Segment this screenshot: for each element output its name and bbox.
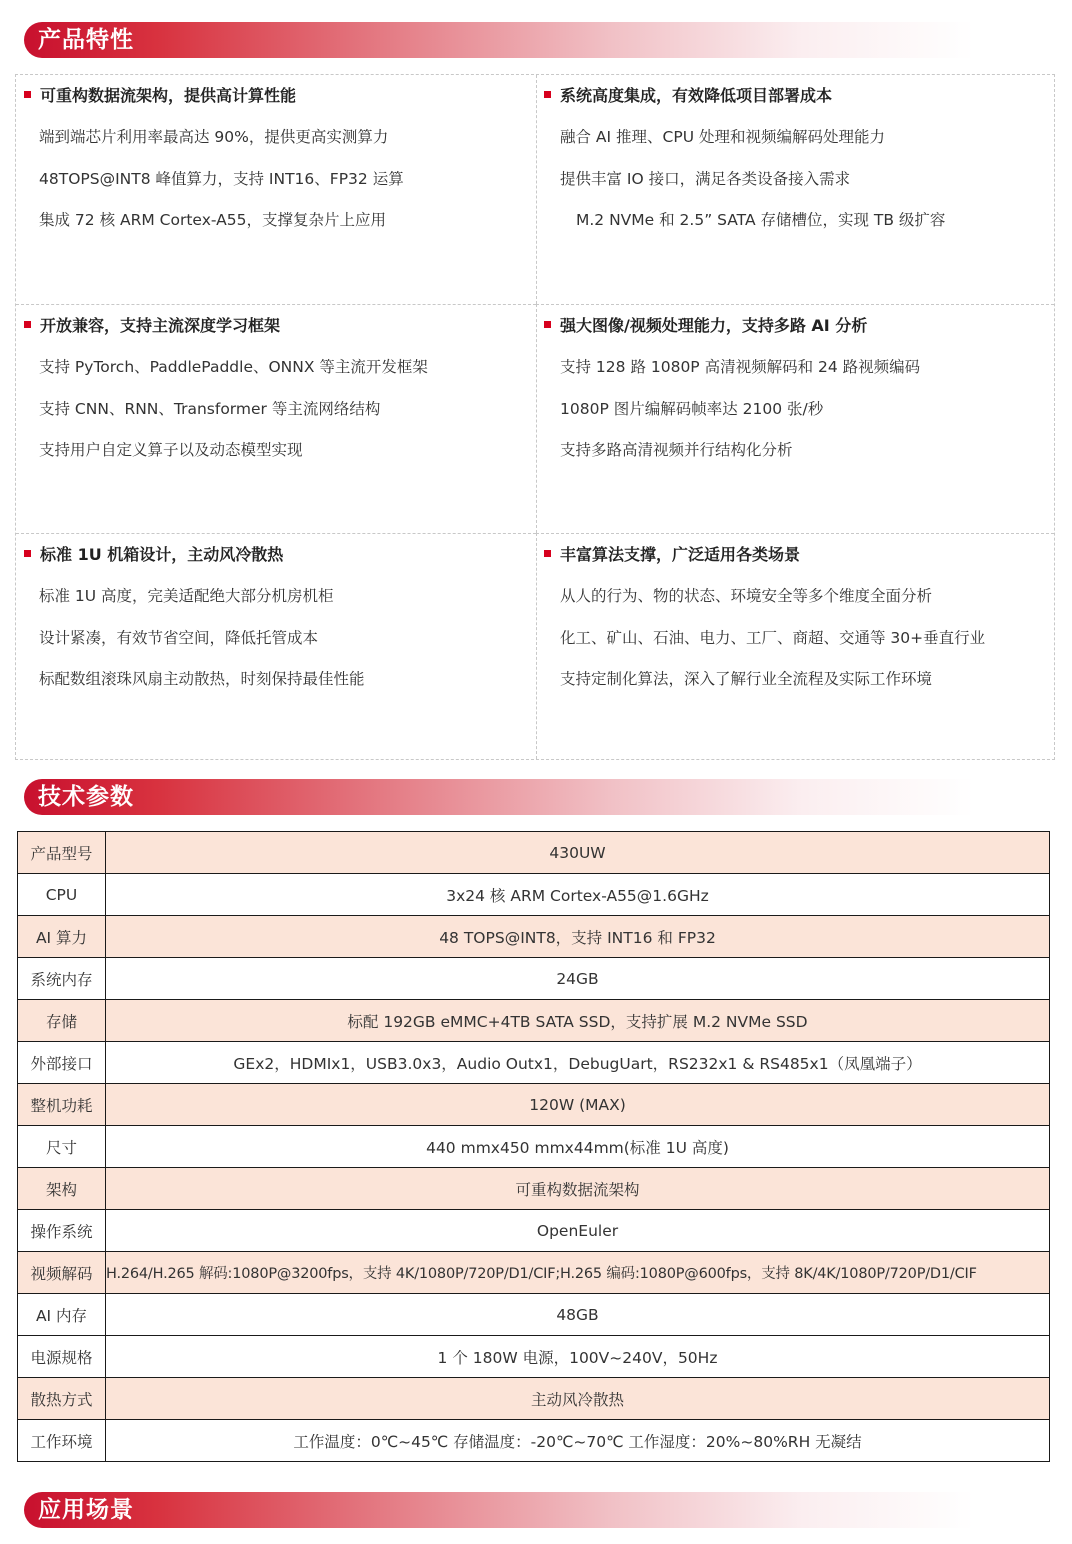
feature-line: 1080P 图片编解码帧率达 2100 张/秒: [560, 400, 824, 418]
feature-line: 融合 AI 推理、CPU 处理和视频编解码处理能力: [560, 128, 885, 146]
spec-value: 48 TOPS@INT8，支持 INT16 和 FP32: [106, 916, 1050, 958]
feature-line: 标准 1U 高度，完美适配绝大部分机房机柜: [39, 587, 334, 605]
table-row: [18, 874, 1050, 916]
spec-key: 操作系统: [18, 1210, 106, 1252]
spec-key: 尺寸: [18, 1126, 106, 1168]
spec-value: 标配 192GB eMMC+4TB SATA SSD，支持扩展 M.2 NVMe SSD: [106, 1000, 1050, 1042]
spec-key: 视频解码: [18, 1252, 106, 1294]
spec-key: 整机功耗: [18, 1084, 106, 1126]
spec-key: 产品型号: [18, 832, 106, 874]
feature-card: [536, 533, 1054, 759]
square-bullet-icon: [24, 550, 31, 557]
table-row: [18, 1336, 1050, 1378]
spec-value: 48GB: [106, 1294, 1050, 1336]
feature-line: 提供丰富 IO 接口，满足各类设备接入需求: [560, 170, 851, 188]
table-row: [18, 1420, 1050, 1462]
spec-value: 主动风冷散热: [106, 1378, 1050, 1420]
feature-line: 集成 72 核 ARM Cortex-A55，支撑复杂片上应用: [39, 211, 386, 229]
spec-value: 可重构数据流架构: [106, 1168, 1050, 1210]
feature-title: 标准 1U 机箱设计，主动风冷散热: [24, 544, 283, 566]
feature-line: 支持 128 路 1080P 高清视频解码和 24 路视频编码: [560, 358, 921, 376]
spec-value: 430UW: [106, 832, 1050, 874]
feature-card: [16, 304, 536, 533]
feature-line: 支持 PyTorch、PaddlePaddle、ONNX 等主流开发框架: [39, 358, 428, 376]
table-row: [18, 832, 1050, 874]
feature-line: 支持多路高清视频并行结构化分析: [560, 441, 793, 459]
apps-section-header: [24, 1492, 974, 1528]
spec-key: 散热方式: [18, 1378, 106, 1420]
table-row: [18, 1084, 1050, 1126]
feature-line: 设计紧凑，有效节省空间，降低托管成本: [39, 629, 319, 647]
feature-line: 从人的行为、物的状态、环境安全等多个维度全面分析: [560, 587, 933, 605]
feature-line: 48TOPS@INT8 峰值算力，支持 INT16、FP32 运算: [39, 170, 404, 188]
feature-title: 可重构数据流架构，提供高计算性能: [24, 85, 296, 107]
square-bullet-icon: [24, 91, 31, 98]
square-bullet-icon: [544, 91, 551, 98]
table-row: [18, 1210, 1050, 1252]
table-row: [18, 1000, 1050, 1042]
apps-section-title: 应用场景: [38, 1497, 134, 1523]
specs-section-header: [24, 779, 974, 815]
spec-key: AI 算力: [18, 916, 106, 958]
feature-line: 支持定制化算法，深入了解行业全流程及实际工作环境: [560, 670, 933, 688]
table-row: [18, 1168, 1050, 1210]
feature-card: [536, 304, 1054, 533]
table-row: [18, 1126, 1050, 1168]
features-section-header: [24, 22, 974, 58]
spec-value: 3x24 核 ARM Cortex-A55@1.6GHz: [106, 874, 1050, 916]
spec-value: H.264/H.265 解码:1080P@3200fps，支持 4K/1080P/720P/D1/CIF;H.265 编码:1080P@600fps，支持 8K/4K/1080P/720P/D1/CIF: [106, 1252, 1050, 1294]
spec-key: 存储: [18, 1000, 106, 1042]
spec-key: CPU: [18, 874, 106, 916]
spec-value: 120W (MAX): [106, 1084, 1050, 1126]
spec-key: 外部接口: [18, 1042, 106, 1084]
feature-line: 端到端芯片利用率最高达 90%，提供更高实测算力: [39, 128, 389, 146]
feature-title: 强大图像/视频处理能力，支持多路 AI 分析: [544, 315, 867, 337]
features-grid: [15, 74, 1055, 760]
feature-card: [16, 533, 536, 759]
feature-line: 支持用户自定义算子以及动态模型实现: [39, 441, 303, 459]
feature-line: 化工、矿山、石油、电力、工厂、商超、交通等 30+垂直行业: [560, 629, 986, 647]
square-bullet-icon: [24, 321, 31, 328]
spec-value: GEx2，HDMIx1，USB3.0x3，Audio Outx1，DebugUart，RS232x1 & RS485x1（凤凰端子）: [106, 1042, 1050, 1084]
spec-key: AI 内存: [18, 1294, 106, 1336]
spec-value: OpenEuler: [106, 1210, 1050, 1252]
feature-card: [536, 75, 1054, 304]
spec-key: 系统内存: [18, 958, 106, 1000]
table-row: [18, 958, 1050, 1000]
feature-title: 丰富算法支撑，广泛适用各类场景: [544, 544, 800, 566]
table-row: [18, 1378, 1050, 1420]
features-section-title: 产品特性: [38, 27, 134, 53]
spec-key: 工作环境: [18, 1420, 106, 1462]
table-row: [18, 1042, 1050, 1084]
table-row: [18, 916, 1050, 958]
spec-key: 电源规格: [18, 1336, 106, 1378]
specs-section-title: 技术参数: [38, 784, 134, 810]
feature-line: 支持 CNN、RNN、Transformer 等主流网络结构: [39, 400, 381, 418]
feature-card: [16, 75, 536, 304]
spec-value: 工作温度：0℃~45℃ 存储温度：-20℃~70℃ 工作湿度：20%~80%RH 无凝结: [106, 1420, 1050, 1462]
square-bullet-icon: [544, 550, 551, 557]
feature-line: 标配数组滚珠风扇主动散热，时刻保持最佳性能: [39, 670, 365, 688]
table-row: [18, 1294, 1050, 1336]
feature-title: 开放兼容，支持主流深度学习框架: [24, 315, 280, 337]
feature-title: 系统高度集成，有效降低项目部署成本: [544, 85, 832, 107]
spec-key: 架构: [18, 1168, 106, 1210]
spec-value: 24GB: [106, 958, 1050, 1000]
feature-line: M.2 NVMe 和 2.5” SATA 存储槽位，实现 TB 级扩容: [576, 211, 946, 229]
spec-table: [17, 831, 1050, 1462]
spec-value: 440 mmx450 mmx44mm(标准 1U 高度): [106, 1126, 1050, 1168]
table-row: [18, 1252, 1050, 1294]
square-bullet-icon: [544, 321, 551, 328]
spec-value: 1 个 180W 电源，100V~240V，50Hz: [106, 1336, 1050, 1378]
